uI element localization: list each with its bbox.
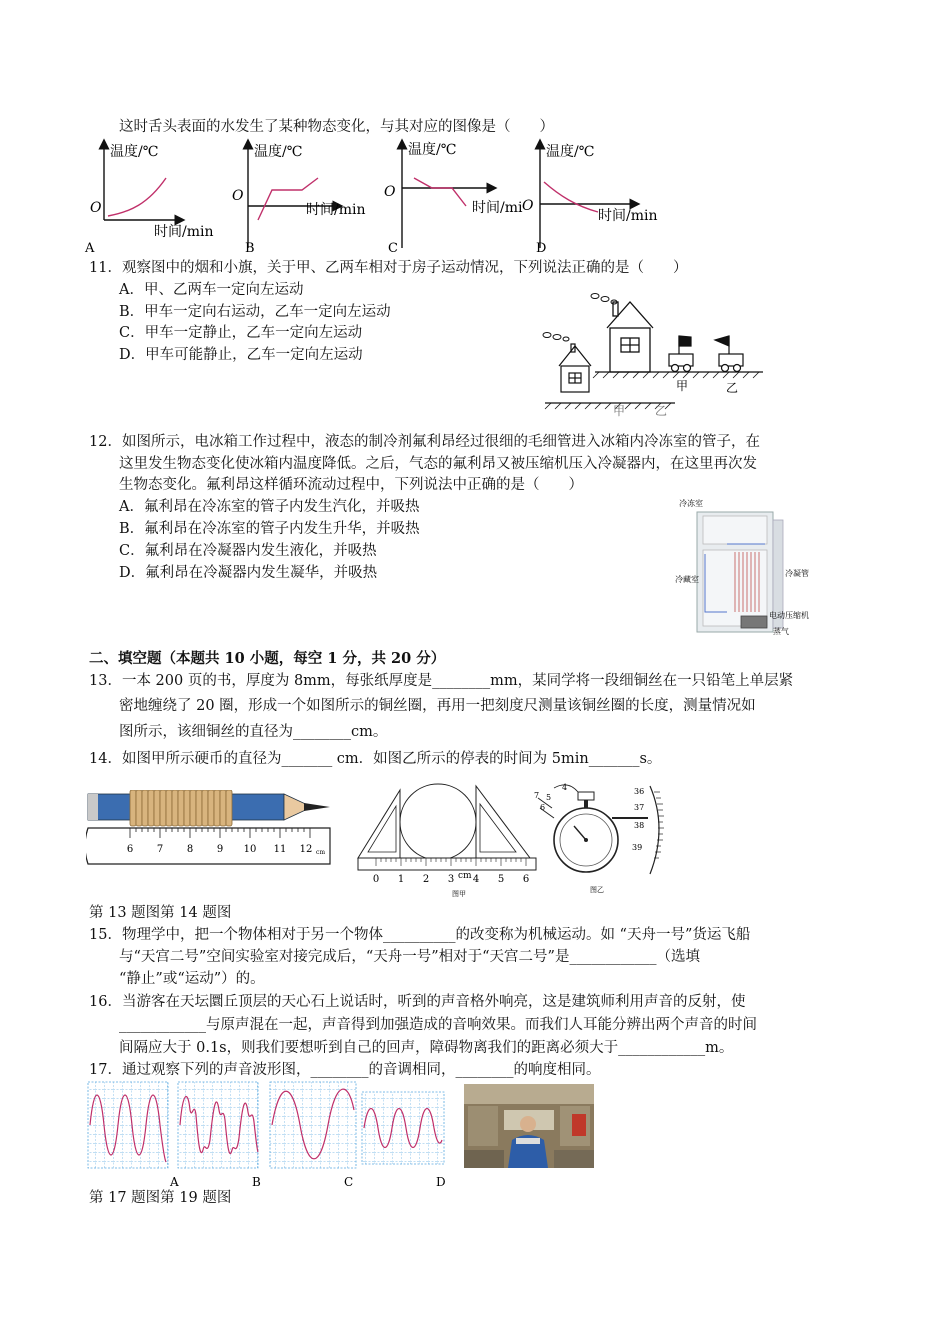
big-house-icon xyxy=(607,302,653,372)
q12-stem-line-2: 这里发生物态变化使冰箱内温度降低。之后，气态的氟利昂又被压缩机压入冷凝器内，在这里再次发 xyxy=(119,456,757,472)
fig13-tick-label: 10 xyxy=(243,844,257,855)
fig11-label-jia-2: 甲 xyxy=(613,404,626,418)
q16-line-3: 间隔应大于 0.1s，则我们要想听到自己的回声，障碍物离我们的距离必须大于____________m。 xyxy=(119,1040,734,1056)
q11-option-a: A．甲、乙两车一定向左运动 xyxy=(119,282,304,298)
fig14b-scale-label: 37 xyxy=(634,803,645,812)
waveform-a-label: A xyxy=(170,1175,179,1189)
copper-coil-icon xyxy=(130,790,232,826)
waveform-a xyxy=(88,1082,179,1189)
graph-a-ylabel: 温度/℃ xyxy=(110,144,159,160)
fig13-tick-label: 6 xyxy=(126,844,134,855)
fig11-label-jia: 甲 xyxy=(676,379,689,393)
fig14b-scale-label: 38 xyxy=(634,821,645,830)
q11-option-b: B．甲车一定向右运动，乙车一定向左运动 xyxy=(119,304,391,320)
fig14b-dial-label: 4 xyxy=(562,783,568,792)
fig14a-tick-label: 5 xyxy=(497,874,505,885)
fig11-label-yi-2: 乙 xyxy=(655,404,668,418)
fig14a-tick-label: 0 xyxy=(372,874,380,885)
graph-c xyxy=(384,141,523,256)
fig13-tick-label: 12 xyxy=(299,844,313,855)
fig14b-scale-label: 39 xyxy=(632,843,643,852)
fig12-label-fridge: 冷藏室 xyxy=(675,575,699,584)
q10-graphs xyxy=(80,138,680,258)
q12-option-d: D．氟利昂在冷凝器内发生凝华，并吸热 xyxy=(119,565,378,581)
fig12-label-vapor: 蒸气 xyxy=(773,627,789,636)
section-2-title: 二、填空题（本题共 10 小题，每空 1 分，共 20 分） xyxy=(89,650,446,667)
fig14b-dial-label: 5 xyxy=(546,793,552,802)
graph-b-ylabel: 温度/℃ xyxy=(254,144,303,160)
graph-d-label: D xyxy=(536,241,547,256)
q17-waveforms xyxy=(86,1080,458,1192)
q15-line-1: 15．物理学中，把一个物体相对于另一个物体__________的改变称为机械运动。如 “天舟一号”货运飞船 xyxy=(89,927,751,943)
graph-d xyxy=(522,143,658,256)
fig14b-scale-label: 36 xyxy=(634,787,645,796)
fig14a-tick-label: 6 xyxy=(522,874,530,885)
q12-stem-line-1: 12．如图所示，电冰箱工作过程中，液态的制冷剂氟利昂经过很细的毛细管进入冰箱内冷冻室的管子，在 xyxy=(89,434,760,450)
fig14b-dial-label: 6 xyxy=(540,803,546,812)
fig14b-stopwatch-figure xyxy=(530,778,670,900)
small-house-icon xyxy=(559,344,591,392)
waveform-c-label: C xyxy=(344,1175,354,1189)
q12-option-b: B．氟利昂在冷冻室的管子内发生升华，并吸热 xyxy=(119,521,420,537)
fig14a-tick-label: 2 xyxy=(422,874,430,885)
graph-a xyxy=(84,143,214,256)
fig14b-dial-label: 7 xyxy=(534,791,540,800)
waveform-c xyxy=(270,1082,356,1189)
q11-figure xyxy=(535,288,775,418)
graph-d-origin: O xyxy=(522,198,534,214)
car-yi-icon xyxy=(715,336,743,372)
fig14a-tick-label: 3 xyxy=(447,874,455,885)
graph-d-ylabel: 温度/℃ xyxy=(546,144,595,160)
q11-option-c: C．甲车一定静止，乙车一定向左运动 xyxy=(119,325,363,341)
q12-stem-line-3: 生物态变化。氟利昂这样循环流动过程中，下列说法中正确的是（ ） xyxy=(119,477,583,493)
q12-option-c: C．氟利昂在冷凝器内发生液化，并吸热 xyxy=(119,543,377,559)
graph-a-origin: O xyxy=(90,200,102,216)
waveform-d xyxy=(362,1092,446,1189)
fig12-label-condenser: 冷凝管 xyxy=(785,569,809,578)
fig14a-caption: 图甲 xyxy=(452,890,466,898)
fig14a-coin-figure xyxy=(354,782,540,900)
waveform-b xyxy=(178,1082,261,1189)
fig13-tick-label: 8 xyxy=(186,844,194,855)
q16-line-1: 16．当游客在天坛圜丘顶层的天心石上说话时，听到的声音格外响亮，这是建筑师利用声音的反射，使 xyxy=(89,994,746,1010)
graph-b-label: B xyxy=(245,241,255,256)
fig12-label-freezer: 冷冻室 xyxy=(679,499,703,508)
fig14b-caption: 图乙 xyxy=(590,886,604,894)
q11-stem: 11．观察图中的烟和小旗，关于甲、乙两车相对于房子运动情况，下列说法正确的是（ ） xyxy=(89,260,688,276)
graph-c-xlabel: 时间/mi xyxy=(472,200,523,216)
fig19-astronaut-photo xyxy=(464,1084,594,1168)
fig13-tick-label: 11 xyxy=(273,844,287,855)
fig14a-tick-label: 1 xyxy=(397,874,405,885)
graph-a-xlabel: 时间/min xyxy=(154,224,214,240)
q13-line-2: 密地缠绕了 20 圈，形成一个如图所示的铜丝圈，再用一把刻度尺测量该铜丝圈的长度，测量情况如 xyxy=(119,698,756,714)
fig14a-tick-label: 4 xyxy=(472,874,480,885)
graph-c-origin: O xyxy=(384,184,396,200)
graph-b-origin: O xyxy=(232,188,244,204)
fig14a-unit: cm xyxy=(458,871,472,881)
q14-line: 14．如图甲所示硬币的直径为_______ cm．如图乙所示的停表的时间为 5min_______s。 xyxy=(89,751,662,767)
q17-line: 17．通过观察下列的声音波形图，________的音调相同，________的响度相同。 xyxy=(89,1062,601,1078)
waveform-d-label: D xyxy=(436,1175,446,1189)
q15-line-3: “静止”或“运动”）的。 xyxy=(119,971,265,987)
fig13-tick-label: 7 xyxy=(156,844,164,855)
q12-fridge-figure xyxy=(675,494,815,642)
graph-b-xlabel: 时间/min xyxy=(306,202,366,218)
q15-line-2: 与“天宫二号”空间实验室对接完成后，“天舟一号”相对于“天宫二号”是____________（选填 xyxy=(119,949,700,965)
graph-c-ylabel: 温度/℃ xyxy=(408,142,457,158)
graph-b xyxy=(232,143,366,256)
graph-c-label: C xyxy=(388,241,398,256)
q13-line-3: 图所示，该细铜丝的直径为________cm。 xyxy=(119,724,388,740)
fig12-label-compressor: 电动压缩机 xyxy=(769,611,809,620)
q13-line-1: 13．一本 200 页的书，厚度为 8mm，每张纸厚度是________mm，某同学将一段细铜丝在一只铅笔上单层紧 xyxy=(89,673,794,689)
q10-intro: 这时舌头表面的水发生了某种物态变化，与其对应的图像是（ ） xyxy=(119,119,554,135)
car-jia-icon xyxy=(669,336,693,372)
fig11-label-yi: 乙 xyxy=(726,381,739,395)
graph-d-xlabel: 时间/min xyxy=(598,208,658,224)
graph-a-label: A xyxy=(85,241,95,256)
caption-fig17-fig19: 第 17 题图第 19 题图 xyxy=(89,1190,232,1206)
fig13-tick-label: 9 xyxy=(216,844,224,855)
q11-option-d: D．甲车可能静止，乙车一定向左运动 xyxy=(119,347,363,363)
fig13-unit: cm xyxy=(316,849,326,856)
caption-fig13-fig14: 第 13 题图第 14 题图 xyxy=(89,905,232,921)
fig13-pencil-ruler xyxy=(86,790,340,870)
q16-line-2: ____________与原声混在一起，声音得到加强造成的音响效果。而我们人耳能分辨出两个声音的时间 xyxy=(119,1017,757,1033)
waveform-b-label: B xyxy=(252,1175,261,1189)
q12-option-a: A．氟利昂在冷冻室的管子内发生汽化，并吸热 xyxy=(119,499,420,515)
